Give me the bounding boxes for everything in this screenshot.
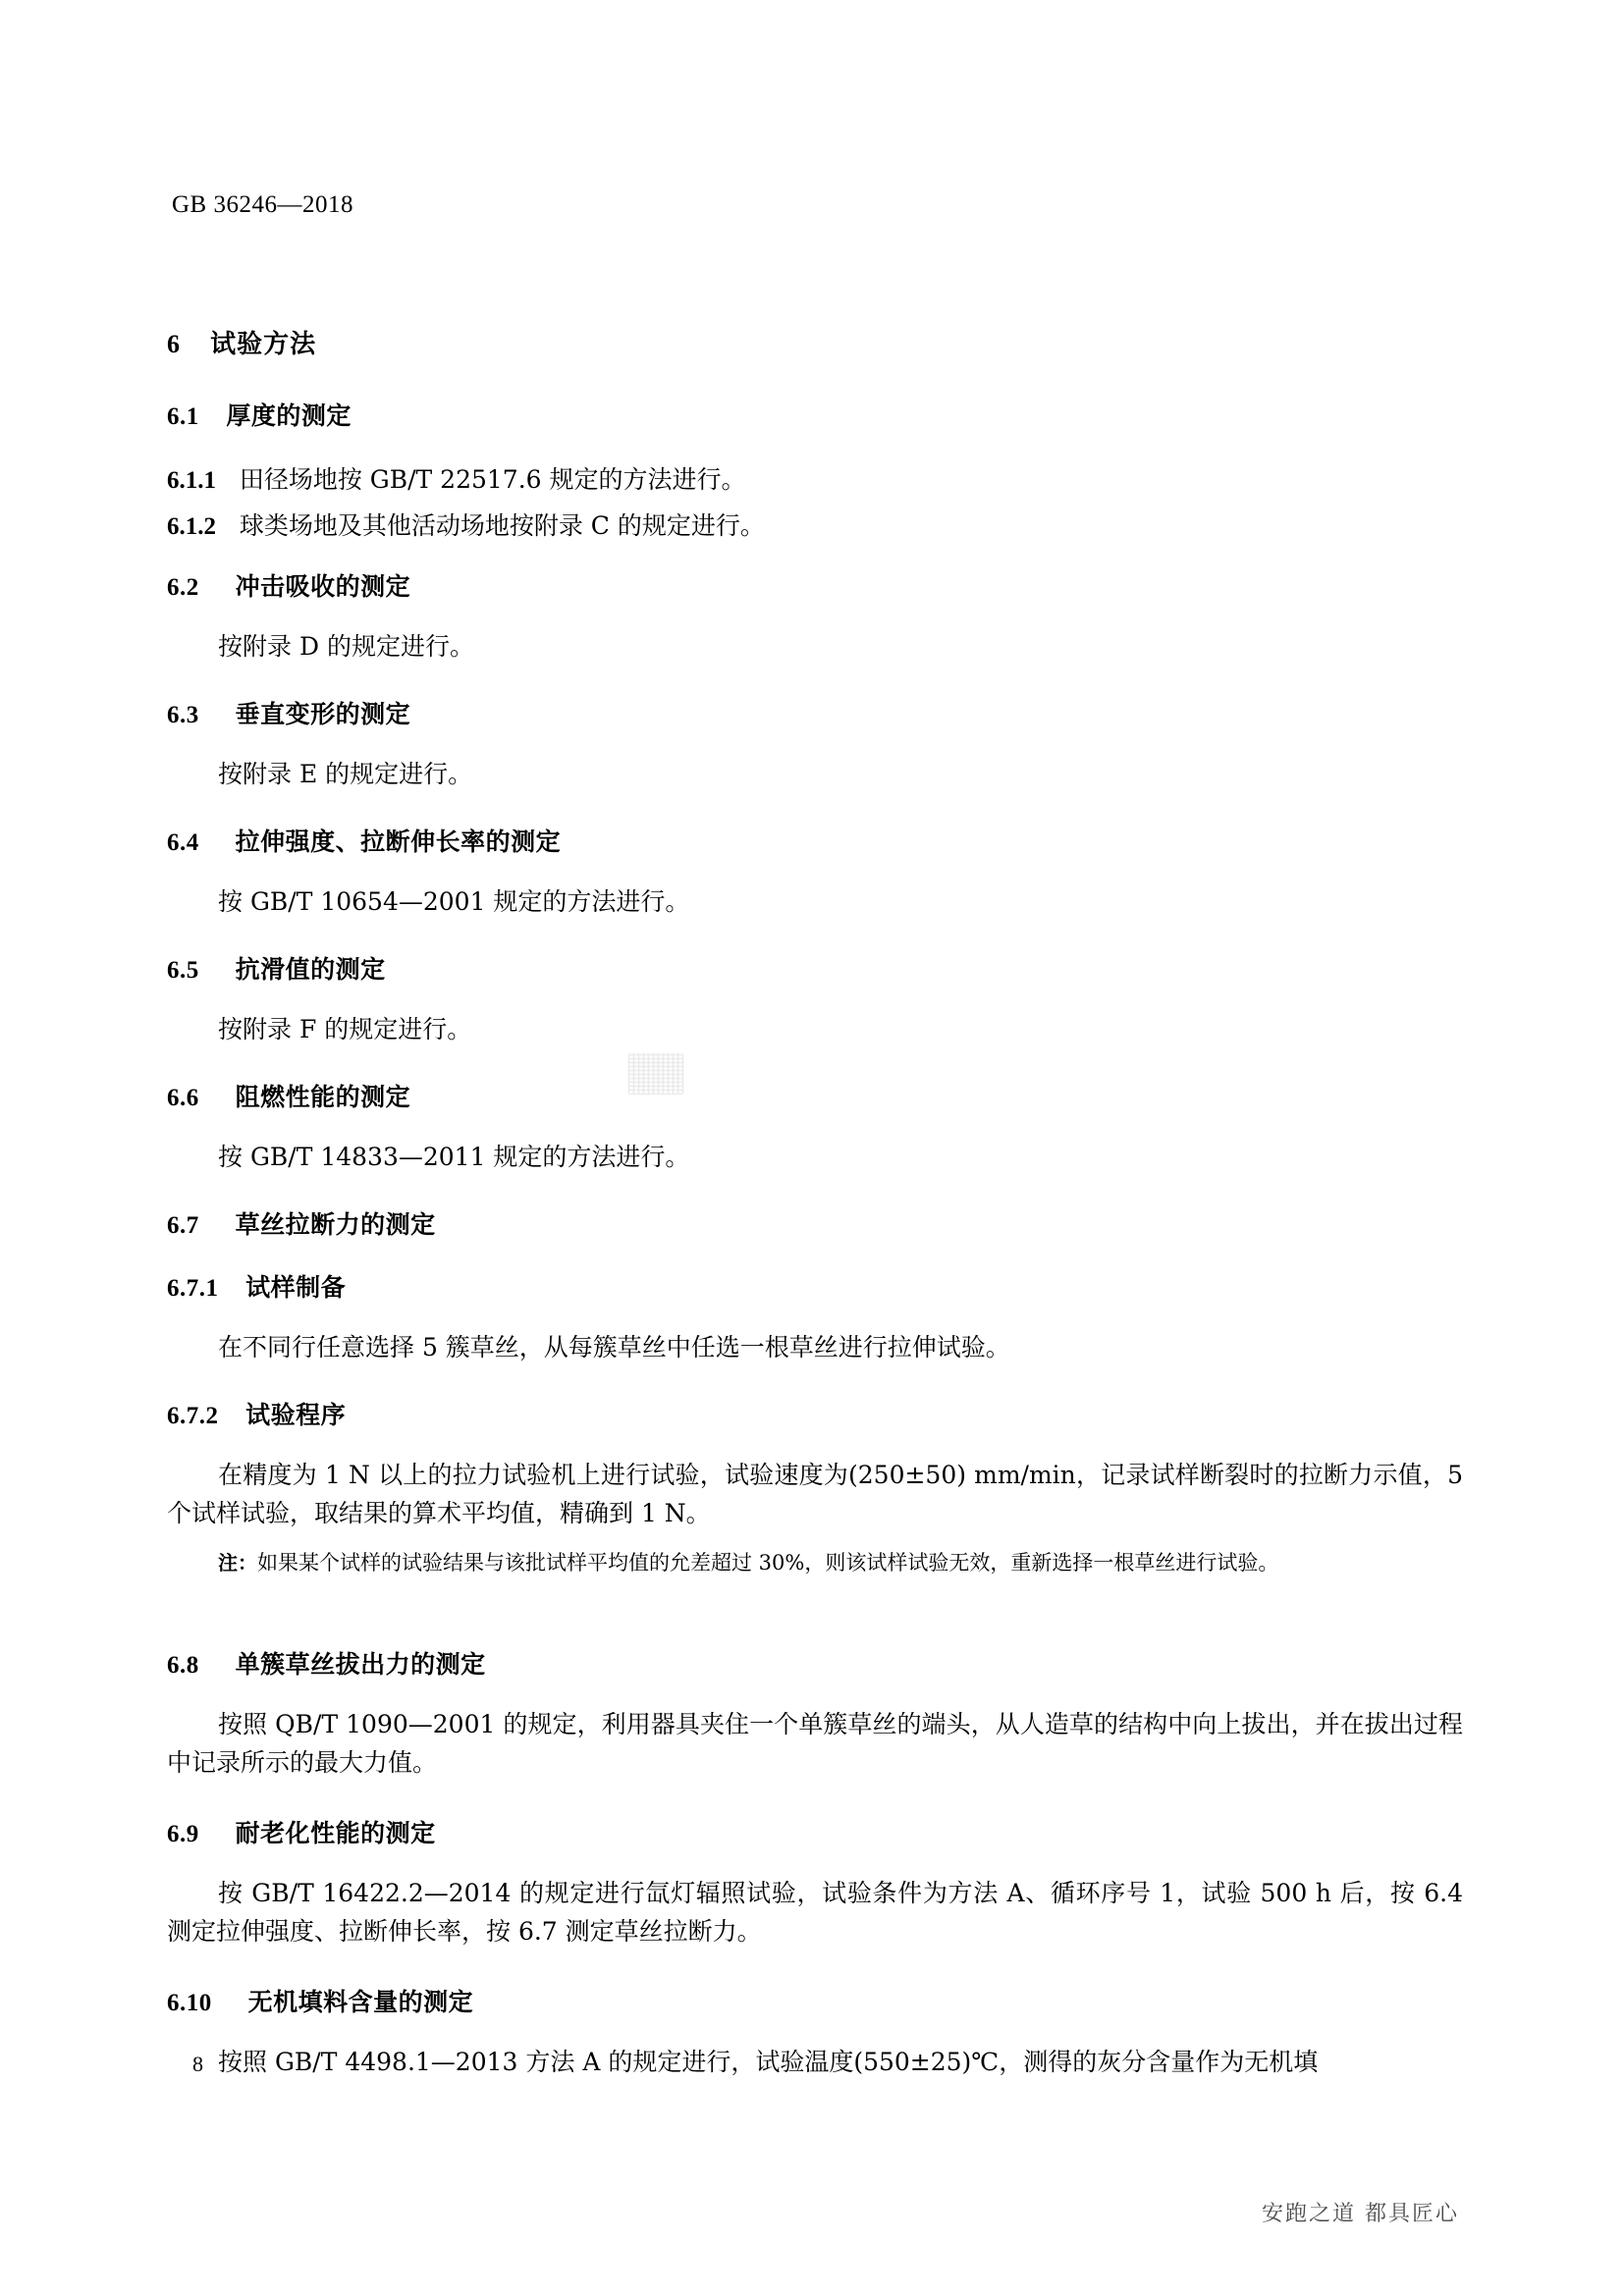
section-number: 6: [167, 330, 181, 358]
section-title: 单簇草丝拔出力的测定: [235, 1650, 486, 1679]
clause-text: 田径场地按 GB/T 22517.6 规定的方法进行。: [239, 465, 746, 494]
section-heading-6-7-2: [167, 1396, 1463, 1431]
clause-6-5-body: 按附录 F 的规定进行。: [218, 1015, 472, 1043]
section-title: 厚度的测定: [226, 401, 352, 430]
section-number: 6.4: [167, 829, 199, 856]
section-number: 6.7: [167, 1212, 199, 1239]
section-number: 6.7.1: [167, 1275, 219, 1302]
clause-6-9-body: 按 GB/T 16422.2—2014 的规定进行氙灯辐照试验，试验条件为方法 A、循环序号 1，试验 500 h 后，按 6.4 测定拉伸强度、拉断伸长率，按 6.7 测定草丝拉断力。: [167, 1879, 1463, 1946]
section-heading-6-7-1: [167, 1268, 1463, 1304]
clause-6-2-body: 按附录 D 的规定进行。: [218, 632, 474, 661]
section-number: 6.10: [167, 1990, 212, 2016]
section-number: 6.2: [167, 574, 199, 601]
section-heading-6-5: [167, 950, 1463, 986]
section-number: 6.3: [167, 702, 199, 728]
section-title: 草丝拉断力的测定: [235, 1210, 436, 1239]
section-heading-6-4: [167, 823, 1463, 858]
footer-brand: 安跑之道 都具匠心: [1262, 2202, 1459, 2226]
page-number: 8: [192, 2052, 203, 2076]
clause-6-1-1: [167, 461, 1463, 501]
section-heading-6-2: [167, 567, 1463, 603]
clause-6-6-body: 按 GB/T 14833—2011 规定的方法进行。: [218, 1143, 690, 1171]
section-heading-6: [167, 324, 1463, 360]
clause-6-7-2-note: [167, 1547, 1463, 1580]
section-title: 无机填料含量的测定: [247, 1988, 474, 2016]
section-heading-6-6: [167, 1078, 1463, 1113]
section-title: 阻燃性能的测定: [235, 1083, 411, 1111]
section-heading-6-1: [167, 397, 1463, 432]
section-title: 抗滑值的测定: [235, 955, 386, 984]
note-label: 注：: [218, 1551, 257, 1575]
section-title: 垂直变形的测定: [235, 700, 411, 728]
note-text: 如果某个试样的试验结果与该批试样平均值的允差超过 30%，则该试样试验无效，重新选择一根草丝进行试验。: [257, 1551, 1279, 1575]
section-title: 耐老化性能的测定: [235, 1819, 436, 1847]
clause-text: 球类场地及其他活动场地按附录 C 的规定进行。: [239, 511, 765, 540]
clause-6-8-body: 按照 QB/T 1090—2001 的规定，利用器具夹住一个单簇草丝的端头，从人造草的结构中向上拔出，并在拔出过程中记录所示的最大力值。: [167, 1710, 1463, 1777]
section-number: 6.6: [167, 1085, 199, 1111]
section-heading-6-8: [167, 1645, 1463, 1681]
section-number: 6.1: [167, 403, 199, 430]
section-title: 试样制备: [245, 1273, 347, 1302]
clause-6-7-1-body: 在不同行任意选择 5 簇草丝，从每簇草丝中任选一根草丝进行拉伸试验。: [218, 1333, 1010, 1362]
clause-6-4-body: 按 GB/T 10654—2001 规定的方法进行。: [218, 887, 690, 916]
section-title: 试验程序: [245, 1401, 347, 1429]
section-heading-6-7: [167, 1205, 1463, 1241]
clause-6-1-2: [167, 507, 1463, 547]
section-number: 6.7.2: [167, 1403, 219, 1429]
section-number: 6.5: [167, 957, 199, 984]
clause-6-3-body: 按附录 E 的规定进行。: [218, 760, 473, 788]
section-heading-6-3: [167, 695, 1463, 730]
section-number: 6.9: [167, 1821, 199, 1847]
clause-number: 6.1.1: [167, 467, 216, 494]
section-number: 6.8: [167, 1652, 199, 1679]
section-title: 冲击吸收的测定: [235, 572, 411, 601]
clause-6-10-body: 按照 GB/T 4498.1—2013 方法 A 的规定进行，试验温度(550±25)℃，测得的灰分含量作为无机填: [218, 2048, 1319, 2076]
section-heading-6-10: [167, 1983, 1463, 2018]
watermark-stamp: [628, 1053, 683, 1095]
clause-number: 6.1.2: [167, 513, 216, 540]
standard-header: GB 36246—2018: [172, 191, 353, 218]
clause-6-7-2-body: 在精度为 1 N 以上的拉力试验机上进行试验，试验速度为(250±50) mm/min，记录试样断裂时的拉断力示值，5 个试样试验，取结果的算术平均值，精确到 1 N。: [167, 1461, 1463, 1527]
section-heading-6-9: [167, 1814, 1463, 1849]
section-title: 拉伸强度、拉断伸长率的测定: [235, 828, 562, 856]
section-title: 试验方法: [210, 330, 317, 359]
